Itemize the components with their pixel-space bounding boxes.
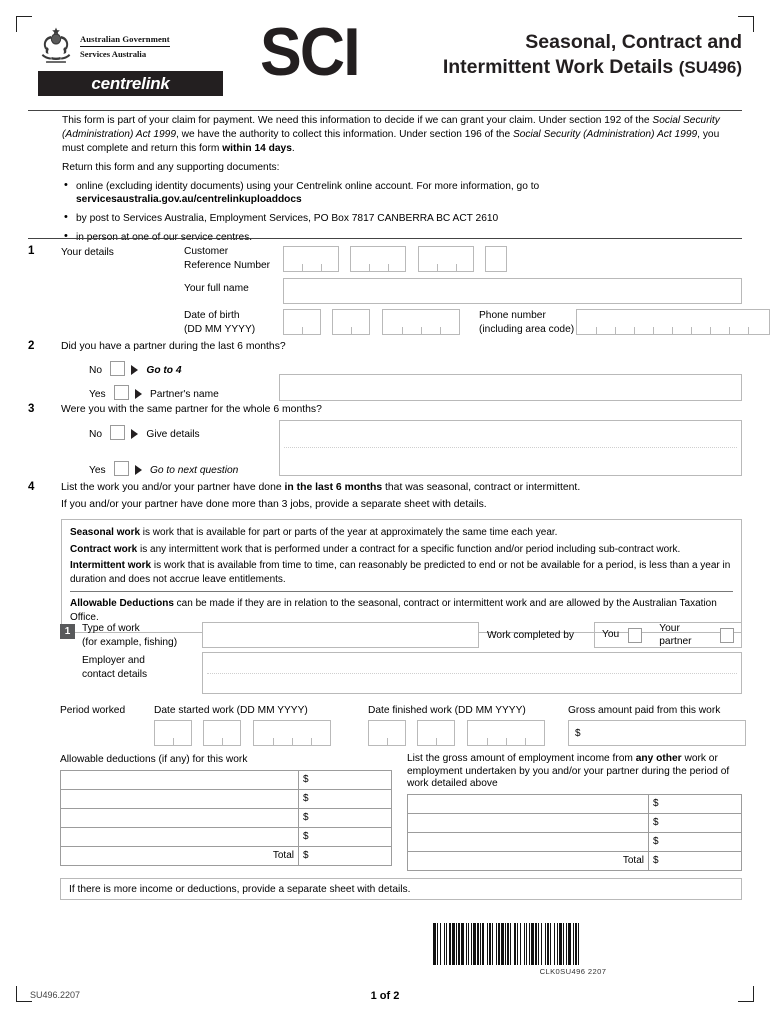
q3-no-label: No: [89, 429, 103, 440]
intro-act-1: Social Security (Administration) Act 1999: [62, 115, 720, 141]
date-finished-input-group[interactable]: [368, 720, 545, 746]
intro-act-2: Social Security (Administration) Act 1999: [512, 129, 698, 141]
finish-day-input[interactable]: [368, 720, 406, 746]
q4-title-b: that was seasonal, contract or intermittent.: [382, 482, 581, 493]
period-worked-row: [60, 703, 742, 743]
deduction-amount-cell[interactable]: $: [299, 770, 392, 789]
q3-no-row[interactable]: [89, 424, 200, 442]
job-entry-block: [60, 622, 742, 900]
dob-month-input[interactable]: [332, 309, 370, 335]
crn-input-segment-4[interactable]: [485, 246, 507, 272]
period-worked-label: Period worked: [60, 705, 126, 716]
income-desc-cell[interactable]: [408, 813, 649, 832]
other-income-total-label: Total: [408, 851, 649, 870]
footer-page-number: 1 of 2: [370, 990, 400, 1002]
start-year-input[interactable]: [253, 720, 331, 746]
upload-docs-url: servicesaustralia.gov.au/centrelinkuploaddocs: [76, 194, 302, 206]
australian-coat-of-arms-icon: [38, 26, 74, 64]
give-details-input[interactable]: [279, 420, 742, 476]
question-3: [28, 403, 742, 475]
table-row[interactable]: [408, 813, 742, 832]
work-completed-by-label: Work completed by: [487, 630, 575, 641]
question-4-title: [61, 481, 742, 495]
income-desc-cell[interactable]: [408, 832, 649, 851]
employer-details-input[interactable]: [202, 652, 742, 694]
definitions-box: [61, 519, 742, 633]
bullet-1-text: online (excluding identity documents) using your Centrelink online account. For more information, go to: [76, 180, 540, 192]
page-title: [443, 30, 742, 80]
date-started-input-group[interactable]: [154, 720, 331, 746]
q3-yes-label: Yes: [89, 465, 106, 476]
q2-yes-row[interactable]: [89, 384, 219, 402]
deduction-amount-cell[interactable]: $: [299, 827, 392, 846]
job-number-badge: 1: [60, 624, 75, 639]
phone-input[interactable]: [576, 309, 770, 335]
question-2-number: 2: [28, 340, 35, 352]
q3-no-action: Give details: [146, 429, 200, 440]
return-instruction: Return this form and any supporting documents:: [62, 161, 280, 173]
table-row[interactable]: [408, 794, 742, 813]
question-4: [28, 481, 742, 633]
deductions-heading: Allowable deductions (if any) for this work: [60, 754, 248, 765]
list-item: [62, 180, 736, 207]
crn-input-segment-2[interactable]: [350, 246, 406, 272]
brand-block: [38, 26, 238, 96]
q1-divider: [28, 238, 742, 239]
deductions-total-label: Total: [61, 846, 299, 865]
centrelink-logo: [38, 71, 223, 96]
definition-deductions-term: Allowable Deductions: [70, 598, 174, 610]
separate-sheet-note: [60, 878, 742, 900]
partner-name-input[interactable]: [279, 374, 742, 401]
other-income-table-block: [407, 753, 742, 871]
deduction-desc-cell[interactable]: [61, 789, 299, 808]
start-day-input[interactable]: [154, 720, 192, 746]
type-of-work-label: [82, 622, 177, 649]
deduction-amount-cell[interactable]: $: [299, 789, 392, 808]
employer-label-line-1: Employer and: [82, 655, 145, 666]
definition-contract-term: Contract work: [70, 543, 138, 555]
completed-you-label: You: [602, 629, 620, 641]
definition-seasonal-text: is work that is available for part or parts of the year at approximately the same time each year.: [140, 527, 558, 538]
q3-yes-checkbox[interactable]: [114, 461, 129, 476]
fullname-label: Your full name: [184, 283, 249, 294]
full-name-input[interactable]: [283, 278, 742, 304]
employer-label: [82, 654, 147, 681]
dob-label-line-2: (DD MM YYYY): [184, 323, 256, 335]
other-income-table[interactable]: [407, 794, 742, 871]
definition-intermittent: [70, 559, 733, 586]
intro-block: [62, 114, 736, 249]
q2-no-row[interactable]: [89, 360, 181, 378]
separate-sheet-note-text: If there is more income or deductions, provide a separate sheet with details.: [69, 883, 411, 895]
centrelink-wordmark: centrelink: [91, 73, 170, 93]
dob-year-input[interactable]: [382, 309, 460, 335]
header-divider: [28, 110, 742, 111]
crop-mark-top-left: [16, 16, 32, 32]
question-3-title: Were you with the same partner for the whole 6 months?: [61, 404, 322, 415]
gross-amount-input[interactable]: [568, 720, 746, 746]
arrow-right-icon: [131, 365, 138, 375]
amounts-tables: [60, 753, 742, 871]
question-2-title: Did you have a partner during the last 6 months?: [61, 341, 286, 352]
deduction-desc-cell[interactable]: [61, 808, 299, 827]
arrow-right-icon: [131, 429, 138, 439]
definition-seasonal: [70, 526, 733, 540]
definitions-separator: [70, 591, 733, 592]
completed-you-checkbox[interactable]: [628, 628, 642, 643]
phone-label-line-2: (including area code): [479, 323, 575, 335]
definition-intermittent-term: Intermittent work: [70, 560, 152, 572]
gov-line-1: Australian Government: [80, 34, 170, 47]
date-started-label: Date started work (DD MM YYYY): [154, 705, 308, 716]
crn-label-line-1: Customer: [184, 246, 229, 257]
income-amount-cell[interactable]: $: [649, 832, 742, 851]
definition-contract-text: is any intermittent work that is performed under a contract for a specific function and/or period including sub-contract work.: [137, 543, 681, 555]
q2-yes-action: Partner's name: [149, 389, 219, 400]
definition-seasonal-term: Seasonal work: [70, 527, 141, 538]
deduction-desc-cell[interactable]: [61, 770, 299, 789]
gross-amount-label: Gross amount paid from this work: [568, 705, 721, 716]
q4-title-bold: in the last 6 months: [284, 482, 383, 493]
finish-month-input[interactable]: [417, 720, 455, 746]
question-2: [28, 340, 742, 400]
intro-text-d: .: [291, 143, 295, 155]
arrow-right-icon: [135, 465, 142, 475]
other-income-heading-b: work or employment undertaken by you and/or your partner during the period of work detailed above: [407, 753, 730, 790]
dob-input-group[interactable]: [283, 309, 460, 335]
other-income-heading-bold: any other: [635, 753, 682, 764]
table-row[interactable]: [61, 827, 392, 846]
other-income-heading: [407, 753, 742, 791]
dob-day-input[interactable]: [283, 309, 321, 335]
q4-title-a: List the work you and/or your partner have done: [61, 482, 285, 493]
q2-no-label: No: [89, 365, 103, 376]
intro-paragraph: [62, 114, 736, 157]
date-finished-label: Date finished work (DD MM YYYY): [368, 705, 526, 716]
barcode-image: [433, 923, 713, 965]
completed-partner-checkbox[interactable]: [720, 628, 734, 643]
phone-label-line-1: Phone number: [479, 310, 546, 321]
deductions-total-input[interactable]: $: [299, 846, 392, 865]
barcode-block: [433, 923, 713, 976]
q3-yes-action: Go to next question: [149, 465, 239, 476]
income-desc-cell[interactable]: [408, 794, 649, 813]
completed-partner-label: Your partner: [659, 622, 692, 647]
question-1-title: Your details: [61, 247, 114, 258]
intro-deadline: within 14 days: [222, 143, 292, 155]
gross-currency-symbol: $: [575, 727, 581, 739]
q3-yes-row[interactable]: [89, 460, 238, 478]
type-of-work-label-line-1: Type of work: [82, 623, 140, 634]
footer-form-code: SU496.2207: [30, 990, 81, 1000]
q2-no-checkbox[interactable]: [110, 361, 125, 376]
employer-details-divider: [207, 673, 737, 674]
question-1: [28, 245, 742, 337]
deduction-desc-cell[interactable]: [61, 827, 299, 846]
income-amount-cell[interactable]: $: [649, 813, 742, 832]
deductions-table-block: [60, 753, 392, 866]
dob-label-line-1: Date of birth: [184, 310, 240, 321]
arrow-right-icon: [135, 389, 142, 399]
type-of-work-input[interactable]: [202, 622, 479, 648]
form-code-sci: SCI: [260, 14, 359, 90]
table-row[interactable]: [408, 832, 742, 851]
other-income-total-input[interactable]: $: [649, 851, 742, 870]
bullet-3-text: in person at one of our service centres.: [76, 231, 253, 243]
page-header: [38, 14, 742, 104]
gov-line-2: Services Australia: [80, 48, 147, 59]
intro-text-b: , we have the authority to collect this information. Under section 196 of the: [176, 129, 513, 141]
definition-deductions-text: can be made if they are in relation to the seasonal, contract or intermittent work and are allowed by the Australian Taxation Office.: [70, 598, 717, 623]
definition-intermittent-text: is work that is available from time to time, can reasonably be predicted to end or not be available for a period, is less than a year in duration and does not accrue leave entitlements.: [70, 560, 731, 585]
page-title-line-2: Intermittent Work Details: [442, 56, 674, 78]
details-divider: [284, 447, 737, 448]
question-1-number: 1: [28, 245, 35, 257]
q2-yes-label: Yes: [89, 389, 106, 400]
list-item: [62, 212, 736, 226]
question-4-subtitle: If you and/or your partner have done more than 3 jobs, provide a separate sheet with details.: [61, 499, 487, 510]
q3-no-checkbox[interactable]: [110, 425, 125, 440]
question-3-number: 3: [28, 403, 35, 415]
page-title-line-1: Seasonal, Contract and: [525, 31, 742, 53]
table-row-total: [61, 846, 392, 865]
q2-yes-checkbox[interactable]: [114, 385, 129, 400]
return-methods-list: [62, 180, 736, 244]
phone-label: [479, 309, 574, 336]
other-income-heading-a: List the gross amount of employment income from: [407, 753, 636, 764]
bullet-2-text: by post to Services Australia, Employment Services, PO Box 7817 CANBERRA BC ACT 2610: [76, 213, 499, 224]
start-month-input[interactable]: [203, 720, 241, 746]
deductions-table[interactable]: [60, 770, 392, 866]
employer-label-line-2: contact details: [82, 668, 148, 680]
definition-deductions: [70, 597, 733, 624]
crn-input-group[interactable]: [283, 246, 507, 272]
crn-input-segment-1[interactable]: [283, 246, 339, 272]
deduction-amount-cell[interactable]: $: [299, 808, 392, 827]
crn-input-segment-3[interactable]: [418, 246, 474, 272]
question-4-number: 4: [28, 481, 35, 493]
table-row[interactable]: [61, 808, 392, 827]
crn-label: [184, 245, 270, 272]
table-row-total: [408, 851, 742, 870]
intro-text-c: , you must complete and return this form: [62, 129, 720, 155]
table-row[interactable]: [61, 789, 392, 808]
q2-no-action: Go to 4: [146, 365, 182, 376]
page-title-code: (SU496): [678, 58, 742, 77]
intro-text-a: This form is part of your claim for payment. We need this information to decide if we can grant your claim. Under section 192 of the: [62, 115, 653, 126]
barcode-caption: CLK0SU496 2207: [539, 967, 607, 976]
work-completed-by-group[interactable]: [594, 622, 742, 648]
definition-contract: [70, 543, 733, 557]
table-row[interactable]: [61, 770, 392, 789]
dob-label: [184, 309, 255, 336]
crn-label-line-2: Reference Number: [184, 259, 271, 271]
type-of-work-label-line-2: (for example, fishing): [82, 636, 178, 648]
finish-year-input[interactable]: [467, 720, 545, 746]
income-amount-cell[interactable]: $: [649, 794, 742, 813]
